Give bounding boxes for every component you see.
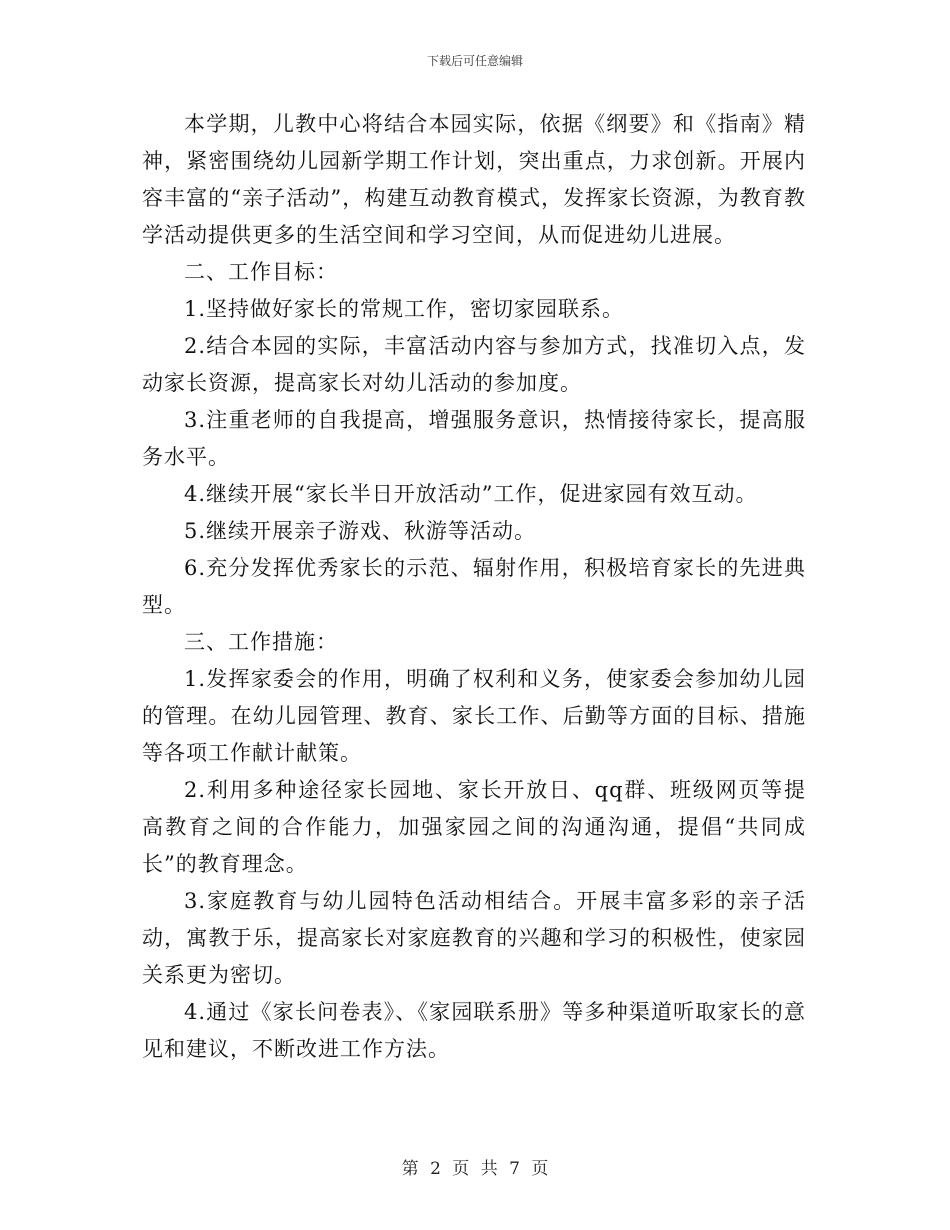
goal-item: 5.继续开展亲子游戏、秋游等活动。 [184, 519, 537, 543]
measure-item: 1.发挥家委会的作用，明确了权利和义务，使家委会参加幼儿园的管理。在幼儿园管理、教育、家长工作、后勤等方面的目标、措施等各项工作献计献策。 [142, 667, 806, 765]
measure-item: 4.通过《家长问卷表》、《家园联系册》等多种渠道听取家长的意见和建议，不断改进工作方法。 [142, 1000, 806, 1061]
page-number: 第 2 页 共 7 页 [401, 1159, 549, 1179]
goal-item: 4.继续开展“家长半日开放活动”工作，促进家园有效互动。 [184, 482, 758, 506]
goal-item: 6.充分发挥优秀家长的示范、辐射作用，积极培育家长的先进典型。 [142, 556, 806, 617]
goal-item: 1.坚持做好家长的常规工作，密切家园联系。 [184, 297, 625, 321]
measure-item: 3.家庭教育与幼儿园特色活动相结合。开展丰富多彩的亲子活动，寓教于乐，提高家长对家庭教育的兴趣和学习的积极性，使家园关系更为密切。 [142, 889, 806, 987]
measure-item: 2.利用多种途径家长园地、家长开放日、qq群、班级网页等提高教育之间的合作能力，加强家园之间的沟通沟通，提倡“共同成长”的教育理念。 [142, 778, 806, 876]
goal-item: 2.结合本园的实际，丰富活动内容与参加方式，找准切入点，发动家长资源，提高家长对幼儿活动的参加度。 [142, 334, 806, 395]
goal-item: 3.注重老师的自我提高，增强服务意识，热情接待家长，提高服务水平。 [142, 408, 806, 469]
section-heading-measures: 三、工作措施： [184, 630, 338, 654]
intro-paragraph: 本学期，儿教中心将结合本园实际，依据《纲要》和《指南》精神，紧密围绕幼儿园新学期工作计划，突出重点，力求创新。开展内容丰富的“亲子活动”，构建互动教育模式，发挥家长资源，为教育教学活动提供更多的生活空间和学习空间，从而促进幼儿进展。 [142, 112, 806, 247]
document-body [142, 106, 806, 1068]
section-heading-goals: 二、工作目标： [184, 260, 338, 284]
page-header-note: 下载后可任意编辑 [426, 54, 523, 68]
